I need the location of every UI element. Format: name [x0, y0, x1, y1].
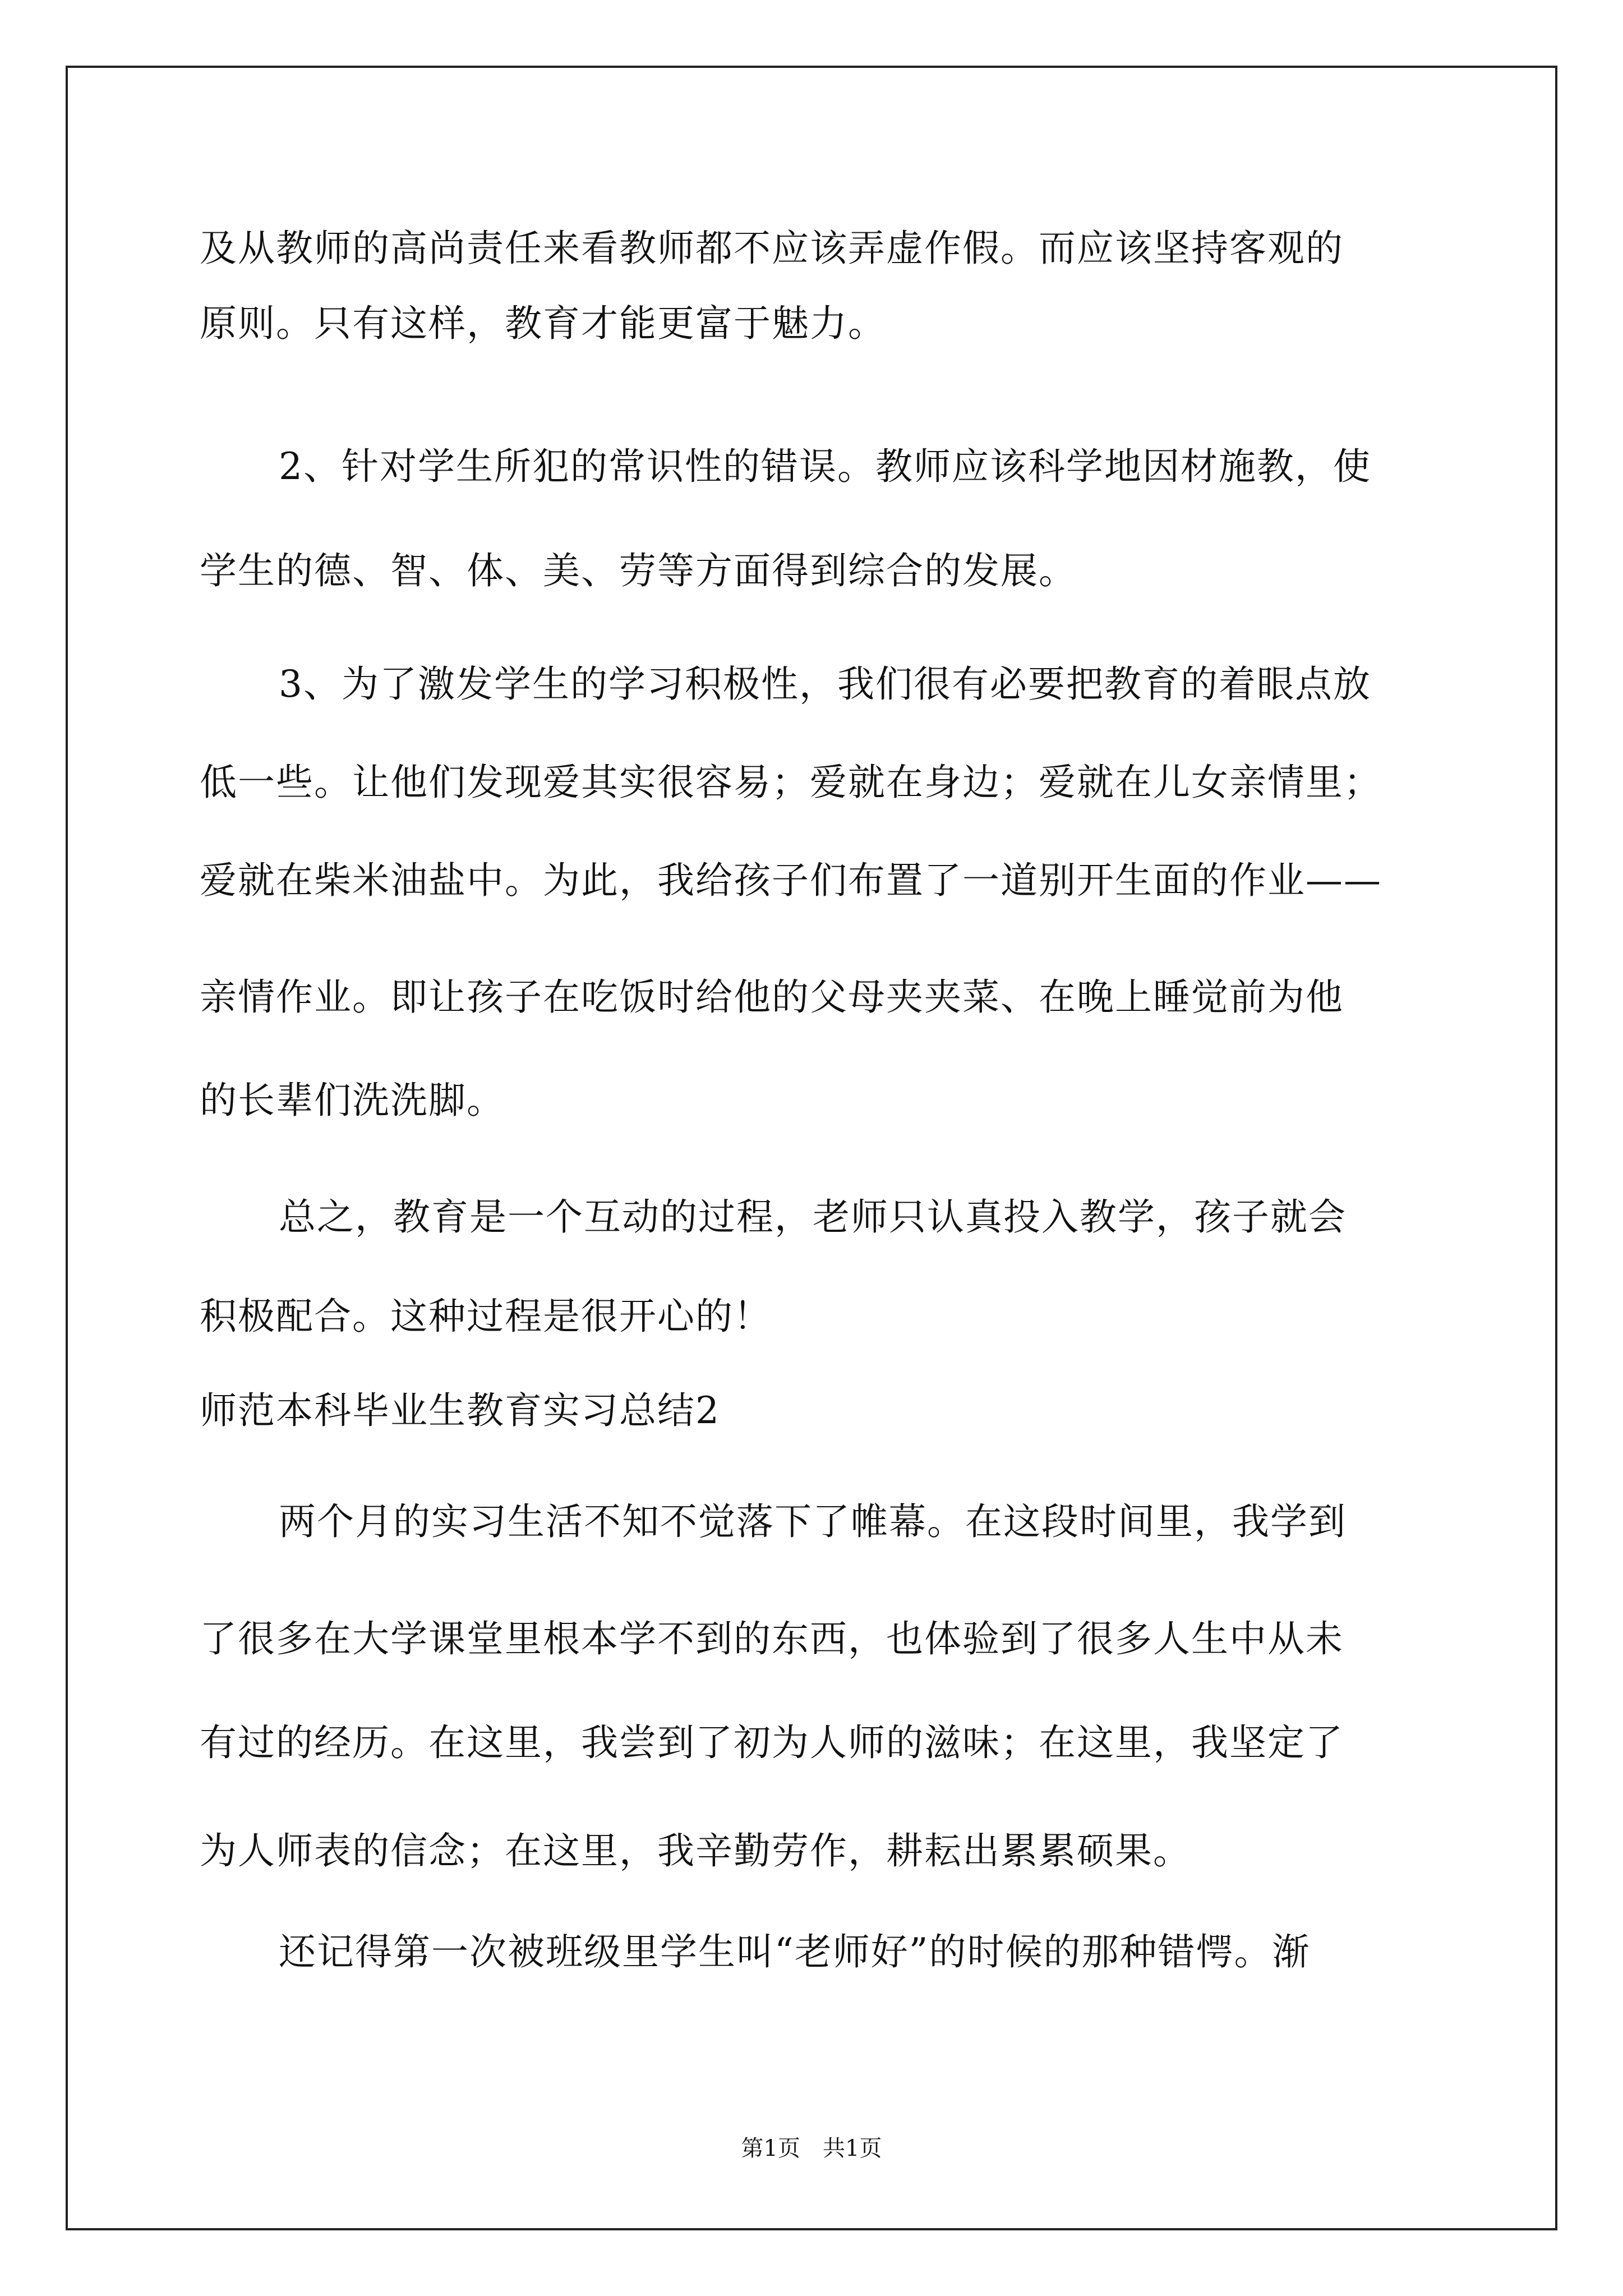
paragraph-start-line: 两个月的实习生活不知不觉落下了帷幕。在这段时间里，我学到: [279, 1500, 1347, 1543]
page-border: [66, 66, 1557, 2230]
text-line: 积极配合。这种过程是很开心的！: [200, 1295, 772, 1338]
text-line: 为人师表的信念；在这里，我辛勤劳作，耕耘出累累硕果。: [200, 1829, 1191, 1872]
page-footer: 第1页 共1页: [741, 2136, 882, 2161]
text-line: 爱就在柴米油盐中。为此，我给孩子们布置了一道别开生面的作业——: [200, 859, 1382, 902]
paragraph-start-line: 总之，教育是一个互动的过程，老师只认真投入教学，孩子就会: [279, 1195, 1347, 1239]
paragraph-start-line: 还记得第一次被班级里学生叫“老师好”的时候的那种错愕。渐: [279, 1930, 1311, 1973]
text-line: 了很多在大学课堂里根本学不到的东西，也体验到了很多人生中从未: [200, 1617, 1344, 1660]
text-line: 低一些。让他们发现爱其实很容易；爱就在身边；爱就在儿女亲情里；: [200, 761, 1382, 804]
section-heading: 师范本科毕业生教育实习总结2: [200, 1389, 720, 1432]
paragraph-start-line: 3、为了激发学生的学习积极性，我们很有必要把教育的着眼点放: [279, 662, 1371, 706]
text-line: 亲情作业。即让孩子在吃饭时给他的父母夹夹菜、在晚上睡觉前为他: [200, 976, 1344, 1019]
text-line: 及从教师的高尚责任来看教师都不应该弄虚作假。而应该坚持客观的: [200, 227, 1344, 270]
text-line: 的长辈们洗洗脚。: [200, 1079, 505, 1122]
text-line: 有过的经历。在这里，我尝到了初为人师的滋味；在这里，我坚定了: [200, 1721, 1344, 1764]
text-line: 学生的德、智、体、美、劳等方面得到综合的发展。: [200, 549, 1077, 592]
paragraph-start-line: 2、针对学生所犯的常识性的错误。教师应该科学地因材施教，使: [279, 445, 1371, 488]
text-line: 原则。只有这样，教育才能更富于魅力。: [200, 302, 886, 345]
